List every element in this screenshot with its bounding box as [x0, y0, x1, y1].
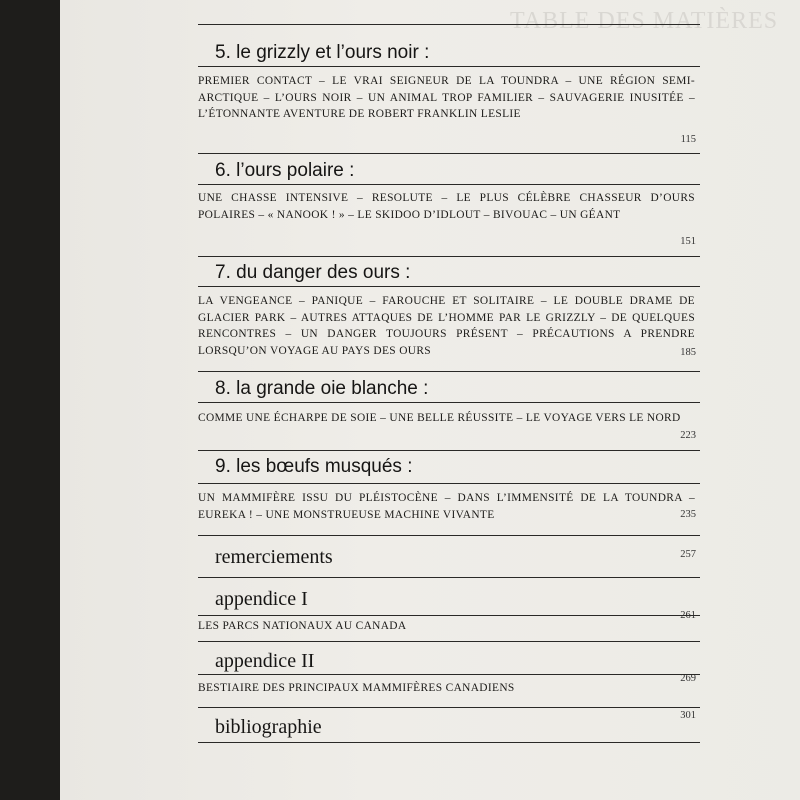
page-number: 301	[680, 710, 696, 721]
section-rule	[198, 615, 700, 616]
section-rule	[198, 24, 700, 25]
section-rule	[198, 286, 700, 287]
section-contents: UNE CHASSE INTENSIVE – RESOLUTE – LE PLUS CÉLÈBRE CHASSEUR D’OURS POLAIRES – « NANOOK ! » – LE SKIDOO D’IDLOUT – BIVOUAC – UN GÉANT	[198, 192, 695, 221]
section-contents: UN MAMMIFÈRE ISSU DU PLÉISTOCÈNE – DANS L’IMMENSITÉ DE LA TOUNDRA – EUREKA ! – UNE MONSTRUEUSE MACHINE VIVANTE	[198, 492, 695, 521]
section-title: 7. du danger des ours :	[215, 262, 411, 283]
section-contents: LES PARCS NATIONAUX AU CANADA	[198, 620, 407, 632]
section-rule	[198, 153, 700, 154]
section-title: 8. la grande oie blanche :	[215, 378, 429, 399]
section-title: 5. le grizzly et l’ours noir :	[215, 42, 430, 63]
section-contents: LA VENGEANCE – PANIQUE – FAROUCHE ET SOLITAIRE – LE DOUBLE DRAME DE GLACIER PARK – AUTRES ATTAQUES DE L’HOMME PAR LE GRIZZLY – DE QUELQUES RENCONTRES – UN DANGER TOUJOURS PRÉSENT – PRÉCAUTIONS A PRENDRE LORSQU’ON VOYAGE AU PAYS DES OURS	[198, 295, 695, 357]
section-rule	[198, 450, 700, 451]
section-rule	[198, 256, 700, 257]
section-rule	[198, 535, 700, 536]
section-rule	[198, 674, 700, 675]
section-rule	[198, 66, 700, 67]
bleed-through-header: TABLE DES MATIÈRES	[510, 8, 779, 34]
section-title: remerciements	[215, 546, 333, 568]
page-number: 151	[680, 236, 696, 247]
section-title: 6. l’ours polaire :	[215, 160, 355, 181]
section-rule	[198, 371, 700, 372]
section-rule	[198, 402, 700, 403]
page-number: 269	[680, 673, 696, 684]
section-contents: BESTIAIRE DES PRINCIPAUX MAMMIFÈRES CANADIENS	[198, 682, 515, 694]
section-rule	[198, 483, 700, 484]
section-title: appendice II	[215, 650, 315, 672]
section-rule	[198, 707, 700, 708]
section-title: bibliographie	[215, 716, 322, 738]
section-rule	[198, 742, 700, 743]
section-rule	[198, 184, 700, 185]
section-title: 9. les bœufs musqués :	[215, 456, 413, 477]
section-rule	[198, 577, 700, 578]
section-contents: PREMIER CONTACT – LE VRAI SEIGNEUR DE LA TOUNDRA – UNE RÉGION SEMI-ARCTIQUE – L’OURS NOIR – UN ANIMAL TROP FAMILIER – SAUVAGERIE INUSITÉE – L’ÉTONNANTE AVENTURE DE ROBERT FRANKLIN LESLIE	[198, 75, 695, 121]
section-contents: COMME UNE ÉCHARPE DE SOIE – UNE BELLE RÉUSSITE – LE VOYAGE VERS LE NORD	[198, 412, 681, 424]
page-number: 223	[680, 430, 696, 441]
section-rule	[198, 641, 700, 642]
page-number: 115	[680, 134, 696, 145]
page-number: 257	[680, 549, 696, 560]
page-number: 261	[680, 610, 696, 621]
page-number: 235	[680, 509, 696, 520]
section-title: appendice I	[215, 588, 308, 610]
page-number: 185	[680, 347, 696, 358]
